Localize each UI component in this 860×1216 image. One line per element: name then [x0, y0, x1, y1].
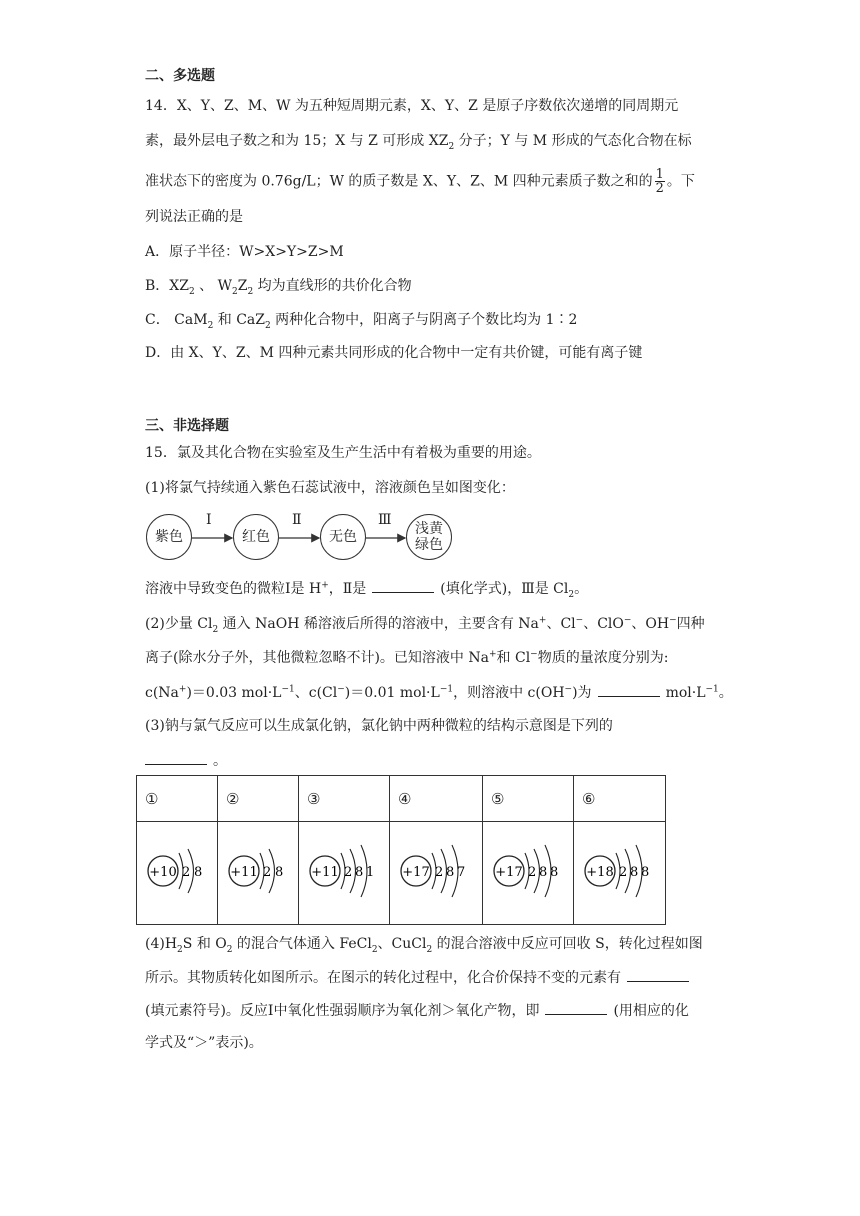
svg-text:2: 2 [528, 865, 537, 880]
q15-part4: (填元素符号)。反应Ⅰ中氧化性强弱顺序为氧化剂＞氧化产物，即 (用相应的化 [145, 1000, 689, 1021]
answer-blank[interactable] [627, 967, 689, 982]
circle-light-yellow-green: 浅黄 绿色 [406, 514, 452, 560]
q15-part2: (2)少量 $Cl_2$ 通入 NaOH 稀溶液后所得的溶液中，主要含有 Na+、Cl−、ClO−、OH−四种 [145, 615, 705, 635]
atom-diagram-cell [137, 822, 218, 925]
answer-blank[interactable] [598, 682, 660, 697]
q15-part1: (1)将氯气持续通入紫色石蕊试液中，溶液颜色呈如图变化： [145, 480, 515, 496]
atom-structure-table [136, 775, 666, 925]
atom-structure-diagram [487, 841, 569, 901]
svg-text:2: 2 [182, 865, 191, 880]
atom-structure-diagram [222, 841, 294, 901]
q15-part4: 所示。其物质转化如图所示。在图示的转化过程中，化合价保持不变的元素有 [145, 967, 695, 988]
svg-text:2: 2 [263, 865, 272, 880]
atom-structure-diagram [303, 841, 385, 901]
svg-text:8: 8 [641, 865, 650, 880]
q14-line: 14．X、Y、Z、M、W 为五种短周期元素，X、Y、Z 是原子序数依次递增的同周期元 [145, 98, 679, 114]
step-label: Ⅲ [378, 512, 392, 528]
q14-line: 素，最外层电子数之和为 15；X 与 Z 可形成 $XZ_2$ 分子；Y 与 M 形成的气态化合物在标 [145, 133, 692, 152]
q15-intro: 15．氯及其化合物在实验室及生产生活中有着极为重要的用途。 [145, 445, 541, 461]
svg-text:8: 8 [194, 865, 203, 880]
atom-structure-diagram [578, 841, 661, 901]
svg-text:8: 8 [355, 865, 364, 880]
circle-red: 红色 [233, 514, 279, 560]
table-header: ① [137, 776, 218, 822]
atom-diagram-cell [574, 822, 666, 925]
q14-option-c: C． CaM$_2$ 和 CaZ$_2$ 两种化合物中，阳离子与阴离子个数比均为 1∶2 [145, 312, 578, 331]
svg-text:8: 8 [630, 865, 639, 880]
atom-structure-diagram [141, 841, 213, 901]
svg-text:+18: +18 [586, 865, 614, 880]
svg-text:7: 7 [457, 865, 466, 880]
q14-option-a: A．原子半径：W>X>Y>Z>M [145, 244, 344, 260]
fraction-one-half: $\frac{1}{2}$ [655, 167, 664, 196]
table-header: ② [218, 776, 299, 822]
table-header: ⑤ [483, 776, 574, 822]
table-header: ③ [299, 776, 390, 822]
q14-option-b: B．$XZ_2$ 、 $W_2Z_2$ 均为直线形的共价化合物 [145, 278, 412, 297]
q15-part1-question: 溶液中导致变色的微粒Ⅰ是 H+，Ⅱ是 (填化学式)，Ⅲ是 $Cl_2$。 [145, 578, 588, 599]
answer-blank[interactable] [145, 750, 207, 765]
circle-colorless: 无色 [320, 514, 366, 560]
table-header: ④ [390, 776, 483, 822]
atom-diagram-cell [483, 822, 574, 925]
section-title-multiple-choice: 二、多选题 [145, 68, 215, 84]
circle-purple: 紫色 [146, 514, 192, 560]
step-label: Ⅰ [206, 512, 212, 528]
atom-diagram-cell [299, 822, 390, 925]
table-header: ⑥ [574, 776, 666, 822]
svg-text:+17: +17 [495, 865, 523, 880]
atom-diagram-cell [390, 822, 483, 925]
q14-option-d: D．由 X、Y、Z、M 四种元素共同形成的化合物中一定有共价键，可能有离子键 [145, 345, 643, 361]
atom-diagram-cell [218, 822, 299, 925]
svg-text:8: 8 [539, 865, 548, 880]
svg-text:2: 2 [435, 865, 444, 880]
svg-text:8: 8 [446, 865, 455, 880]
q14-line: 列说法正确的是 [145, 209, 243, 225]
step-label: Ⅱ [292, 512, 302, 528]
q15-part2: c(Na+)＝0.03 $mol\cdot L^{-1}$、c(Cl−)＝0.01 $mol\cdot L^{-1}$，则溶液中 c(OH−)为 $mol\cdot L^{-1}$。 [145, 682, 733, 703]
q15-part3: 。 [145, 750, 227, 771]
svg-text:2: 2 [344, 865, 353, 880]
color-change-diagram [145, 514, 455, 562]
q15-part3: (3)钠与氯气反应可以生成氯化钠，氯化钠中两种微粒的结构示意图是下列的 [145, 718, 613, 734]
svg-text:2: 2 [619, 865, 628, 880]
q15-part4: $(4)H_2S$ 和 $O_2$ 的混合气体通入 FeCl$_2$、CuCl$_2$ 的混合溶液中反应可回收 S，转化过程如图 [145, 936, 703, 955]
section-title-non-choice: 三、非选择题 [145, 418, 229, 434]
q14-line: 准状态下的密度为 0.76g/L；W 的质子数是 X、Y、Z、M 四种元素质子数之和的 $\frac{1}{2}$ 。下 [145, 167, 695, 196]
svg-text:+11: +11 [230, 865, 258, 880]
q15-part2: 离子(除水分子外，其他微粒忽略不计)。已知溶液中 Na+和 Cl−物质的量浓度分别为: [145, 649, 669, 666]
svg-text:8: 8 [550, 865, 559, 880]
svg-text:8: 8 [275, 865, 284, 880]
svg-text:1: 1 [366, 865, 375, 880]
answer-blank[interactable] [545, 1000, 607, 1015]
q15-part4: 学式及“＞”表示)。 [145, 1035, 263, 1051]
answer-blank[interactable] [372, 578, 434, 593]
svg-text:+11: +11 [311, 865, 339, 880]
atom-structure-diagram [394, 841, 478, 901]
arrows [145, 514, 455, 562]
svg-text:+17: +17 [402, 865, 430, 880]
svg-text:+10: +10 [149, 865, 177, 880]
